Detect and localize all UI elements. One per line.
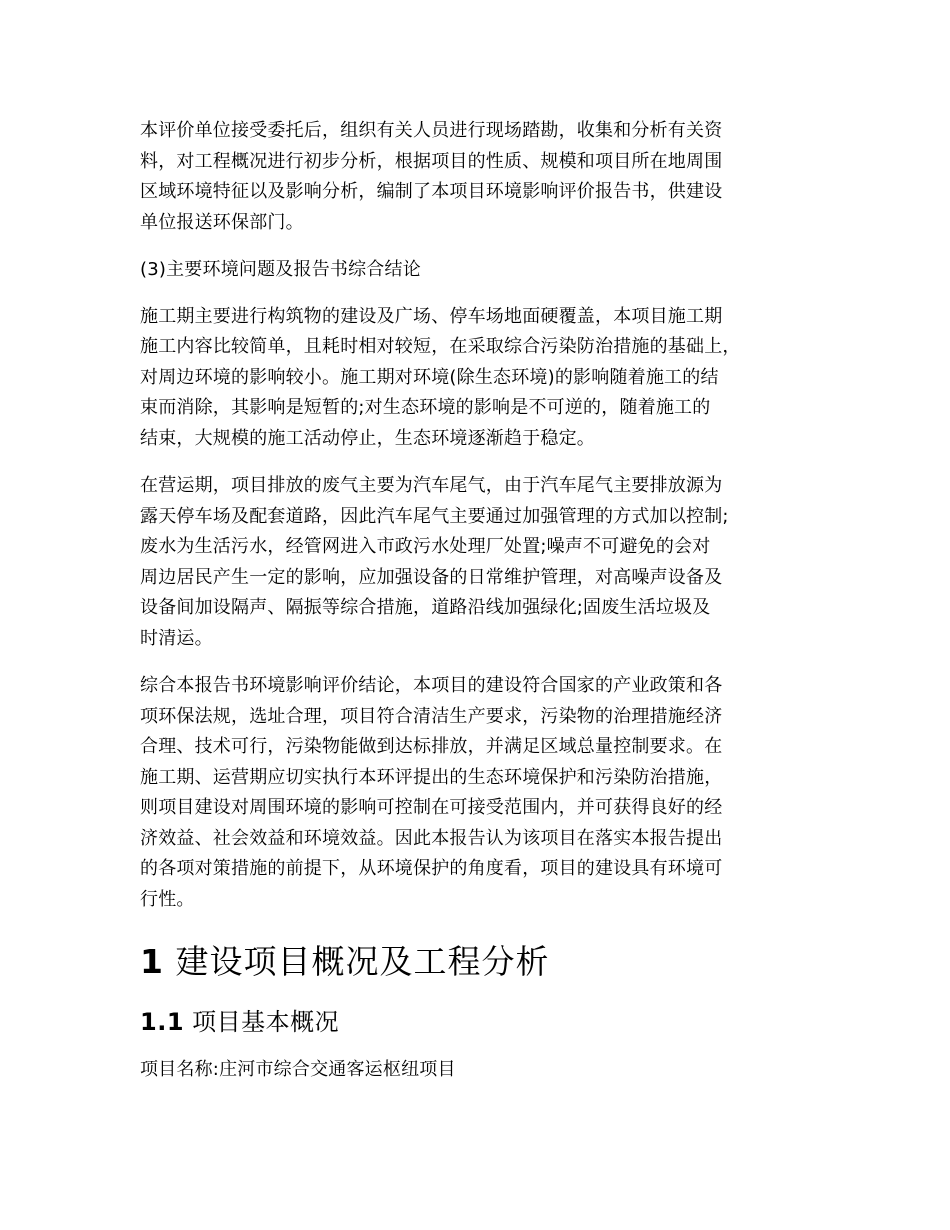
text-line: 设备间加设隔声、隔振等综合措施，道路沿线加强绿化;固废生活垃圾及 [140, 597, 711, 618]
section-1-1-heading [140, 1005, 830, 1039]
text-line: 项目名称:庄河市综合交通客运枢纽项目 [140, 1059, 456, 1080]
paragraph-operation-period [140, 471, 830, 654]
text-line: 单位报送环保部门。 [140, 211, 304, 233]
paragraph-conclusion [140, 671, 830, 915]
text-line: 施工期主要进行构筑物的建设及广场、停车场地面硬覆盖，本项目施工期 [140, 305, 723, 327]
text-line: 施工内容比较简单，且耗时相对较短，在采取综合污染防治措施的基础上， [140, 336, 741, 357]
text-line: 时清运。 [140, 627, 213, 649]
text-line: 综合本报告书环境影响评价结论，本项目的建设符合国家的产业政策和各 [140, 675, 723, 696]
document-page [140, 116, 830, 1086]
text-line: 施工期、运营期应切实执行本环评提出的生态环境保护和污染防治措施， [140, 766, 723, 788]
chapter-title: 建设项目概况及工程分析 [175, 942, 550, 981]
text-line: 则项目建设对周围环境的影响可控制在可接受范围内，并可获得良好的经 [140, 797, 723, 818]
text-line: 的各项对策措施的前提下，从环境保护的角度看，项目的建设具有环境可 [140, 858, 723, 879]
chapter-1-heading [140, 937, 830, 987]
text-line: 料，对工程概况进行初步分析，根据项目的性质、规模和项目所在地周围 [140, 150, 723, 172]
text-line: 废水为生活污水，经管网进入市政污水处理厂处置;噪声不可避免的会对 [140, 536, 711, 557]
text-line: 对周边环境的影响较小。施工期对环境(除生态环境)的影响随着施工的结 [140, 366, 719, 388]
text-line: 济效益、社会效益和环境效益。因此本报告认为该项目在落实本报告提出 [140, 827, 723, 849]
text-line: 周边居民产生一定的影响，应加强设备的日常维护管理，对高噪声设备及 [140, 566, 723, 588]
text-line: 露天停车场及配套道路，因此汽车尾气主要通过加强管理的方式加以控制; [140, 505, 729, 527]
project-name-line [140, 1055, 830, 1086]
text-line: 本评价单位接受委托后，组织有关人员进行现场踏勘，收集和分析有关资 [140, 120, 723, 141]
paragraph-intro [140, 116, 830, 238]
chapter-number: 1 [140, 942, 164, 981]
paragraph-construction-period [140, 302, 830, 455]
text-line: 项环保法规，选址合理，项目符合清洁生产要求，污染物的治理措施经济 [140, 705, 723, 727]
text-line: 行性。 [140, 888, 195, 910]
section-number: 1.1 [140, 1008, 185, 1036]
text-line: 在营运期，项目排放的废气主要为汽车尾气，由于汽车尾气主要排放源为 [140, 475, 723, 496]
text-line: 区域环境特征以及影响分析，编制了本项目环境影响评价报告书，供建设 [140, 181, 723, 202]
text-line: 合理、技术可行，污染物能做到达标排放，并满足区域总量控制要求。在 [140, 736, 723, 757]
text-line: 结束，大规模的施工活动停止，生态环境逐渐趋于稳定。 [140, 427, 595, 449]
section-title: 项目基本概况 [192, 1008, 340, 1036]
section-3-heading [140, 255, 830, 286]
text-line: (3)主要环境问题及报告书综合结论 [140, 259, 421, 280]
text-line: 束而消除，其影响是短暂的;对生态环境的影响是不可逆的，随着施工的 [140, 397, 711, 418]
